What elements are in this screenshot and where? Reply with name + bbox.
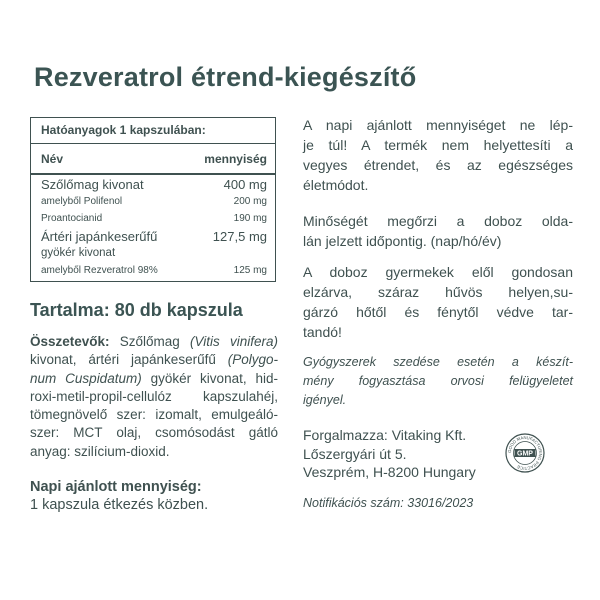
row-amount: 200 mg: [233, 196, 267, 207]
paragraph-line: A napi ajánlott mennyiséget ne lép-: [303, 117, 573, 133]
column-amount-header: mennyiség: [204, 152, 267, 166]
paragraph-line: A doboz gyermekek elől gondosan: [303, 264, 573, 280]
row-amount: 125 mg: [233, 265, 267, 276]
ingredients-label: Összetevők:: [30, 334, 110, 349]
ingredients-latin-name: (Polygo-num Cuspidatum): [30, 352, 278, 386]
gmp-label: GMP: [517, 450, 533, 458]
column-name-header: Név: [41, 152, 64, 166]
table-row: [41, 247, 267, 262]
paragraph-line: mény fogyasztása orvosi felügyeletet: [303, 374, 573, 388]
capsule-count: Tartalma: 80 db kapszula: [30, 300, 243, 320]
row-name: Ártéri japánkeserűfű: [41, 229, 158, 244]
paragraph-line: vegyes étrendet, és az egészséges: [303, 157, 573, 173]
dose-heading: Napi ajánlott mennyiség:: [30, 479, 202, 495]
paragraph-line: elzárva, száraz hűvös helyen,su-: [303, 284, 573, 300]
storage-paragraph: [303, 262, 573, 342]
nutrition-table: [30, 117, 276, 282]
row-amount: 400 mg: [223, 177, 267, 192]
row-amount: 190 mg: [233, 213, 267, 224]
paragraph-line: igényel.: [303, 393, 347, 407]
address-line: Forgalmazza: Vitaking Kft.: [303, 427, 467, 443]
row-name: gyökér kivonat: [41, 247, 116, 259]
paragraph-line: tandó!: [303, 324, 342, 340]
row-amount: 127,5 mg: [212, 229, 267, 244]
page-title: Rezveratrol étrend-kiegészítő: [34, 62, 417, 92]
ingredients-text: [30, 333, 278, 461]
address-line: Veszprém, H-8200 Hungary: [303, 464, 476, 480]
ingredients-latin-name: (Vitis vinifera): [190, 334, 278, 349]
table-row: [41, 213, 267, 226]
row-name: amelyből Rezveratrol 98%: [41, 265, 158, 276]
row-name: Szőlőmag kivonat: [41, 177, 144, 192]
ingredients-part: kivonat, ártéri japánkeserűfű: [30, 352, 228, 368]
table-heading: Hatóanyagok 1 kapszulában:: [41, 123, 206, 137]
table-divider: [31, 143, 275, 144]
paragraph-line: je túl! A termék nem helyettesíti a: [303, 137, 573, 153]
medication-note: [303, 353, 573, 410]
ingredients-part: gyökér kivonat, hid-roxi-metil-propil-cellulóz kapszulahéj, tömegnövelő szer: izomalt, emulgeáló-szer: MCT olaj, csomósodást gátló anyag: szilícium-dioxid.: [30, 370, 279, 459]
table-row: [41, 229, 267, 245]
table-row: [41, 265, 267, 278]
distributor-address: [303, 426, 476, 482]
table-row: [41, 177, 267, 193]
paragraph-line: Gyógyszerek szedése esetén a készít-: [303, 355, 573, 369]
best-before-paragraph: [303, 211, 573, 251]
paragraph-line: életmódot.: [303, 177, 369, 193]
row-name: Proantocianid: [41, 213, 103, 224]
notification-number: Notifikációs szám: 33016/2023: [303, 496, 474, 510]
paragraph-line: Minőségét megőrzi a doboz olda-: [303, 213, 573, 229]
table-row: [41, 196, 267, 209]
table-divider: [31, 173, 275, 175]
warning-paragraph: [303, 115, 573, 195]
address-line: Lőszergyári út 5.: [303, 445, 407, 462]
gmp-seal-icon: [505, 433, 545, 473]
ingredients-part: Szőlőmag: [109, 334, 190, 349]
paragraph-line: gárzó hőtől és fénytől védve tar-: [303, 304, 573, 320]
paragraph-line: lán jelzett időpontig. (nap/hó/év): [303, 233, 502, 249]
gmp-ring-text: GOOD MANUFACTURING PRACTICE: [506, 434, 544, 472]
dose-text: 1 kapszula étkezés közben.: [30, 497, 209, 513]
row-name: amelyből Polifenol: [41, 196, 123, 207]
